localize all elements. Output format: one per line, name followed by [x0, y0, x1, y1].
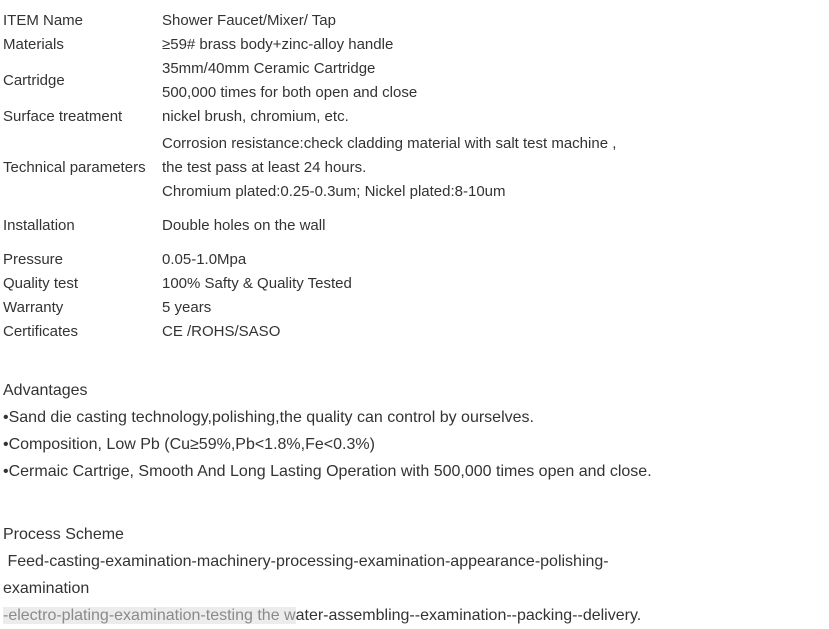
- process-flow-text: ater-assembling--examination--packing--delivery.: [295, 607, 642, 624]
- spec-value: nickel brush, chromium, etc.: [162, 108, 349, 125]
- advantage-item: •Composition, Low Pb (Cu≥59%,Pb<1.8%,Fe<0.3%): [3, 436, 375, 453]
- spec-label: Installation: [3, 217, 75, 234]
- spec-value: 0.05-1.0Mpa: [162, 251, 247, 268]
- spec-value: CE /ROHS/SASO: [162, 323, 281, 340]
- spec-value-line: Corrosion resistance:check cladding material with salt test machine ,: [162, 135, 617, 152]
- spec-row-surface-treatment: [0, 105, 616, 129]
- spec-value-line: 35mm/40mm Ceramic Cartridge: [162, 60, 376, 77]
- process-flow-line: Feed-casting-examination-machinery-processing-examination-appearance-polishing-: [3, 553, 609, 570]
- spec-value: ≥59# brass body+zinc-alloy handle: [162, 36, 394, 53]
- advantage-item: •Sand die casting technology,polishing,the quality can control by ourselves.: [3, 409, 534, 426]
- selected-text-highlight: -electro-plating-examination-testing the w: [3, 607, 296, 624]
- spec-value-line: 500,000 times for both open and close: [162, 84, 418, 101]
- spec-label: Certificates: [3, 323, 79, 340]
- advantage-item: •Cermaic Cartrige, Smooth And Long Lasting Operation with 500,000 times open and close.: [3, 463, 652, 480]
- spec-value-line: the test pass at least 24 hours.: [162, 159, 367, 176]
- advantages-heading: Advantages: [3, 382, 88, 399]
- spec-row-quality-test: [0, 272, 616, 296]
- spec-label: Surface treatment: [3, 108, 123, 125]
- process-heading: Process Scheme: [3, 526, 124, 543]
- advantages-section: [3, 377, 652, 485]
- spec-row-warranty: [0, 296, 616, 320]
- spec-row-technical-parameters: [0, 129, 616, 204]
- spec-row-installation: [0, 204, 616, 238]
- spec-row-pressure: [0, 238, 616, 272]
- spec-label: Technical parameters: [3, 159, 146, 176]
- spec-value-line: Chromium plated:0.25-0.3um; Nickel plated:8-10um: [162, 183, 506, 200]
- spec-value: 100% Safty & Quality Tested: [162, 275, 352, 292]
- spec-label: Warranty: [3, 299, 64, 316]
- spec-row-item-name: [0, 9, 616, 33]
- spec-value: [161, 129, 616, 204]
- process-flow-line: examination: [3, 580, 90, 597]
- spec-label: Cartridge: [3, 72, 65, 89]
- spec-value: [161, 57, 616, 105]
- spec-row-materials: [0, 33, 616, 57]
- spec-value: 5 years: [162, 299, 212, 316]
- spec-row-cartridge: [0, 57, 616, 105]
- spec-table: [0, 9, 616, 344]
- spec-value: Double holes on the wall: [162, 217, 326, 234]
- spec-label: Quality test: [3, 275, 79, 292]
- spec-value: Shower Faucet/Mixer/ Tap: [162, 12, 336, 29]
- spec-label: Pressure: [3, 251, 64, 268]
- process-section: [3, 521, 641, 629]
- spec-label: ITEM Name: [3, 12, 84, 29]
- spec-row-certificates: [0, 320, 616, 344]
- spec-label: Materials: [3, 36, 64, 53]
